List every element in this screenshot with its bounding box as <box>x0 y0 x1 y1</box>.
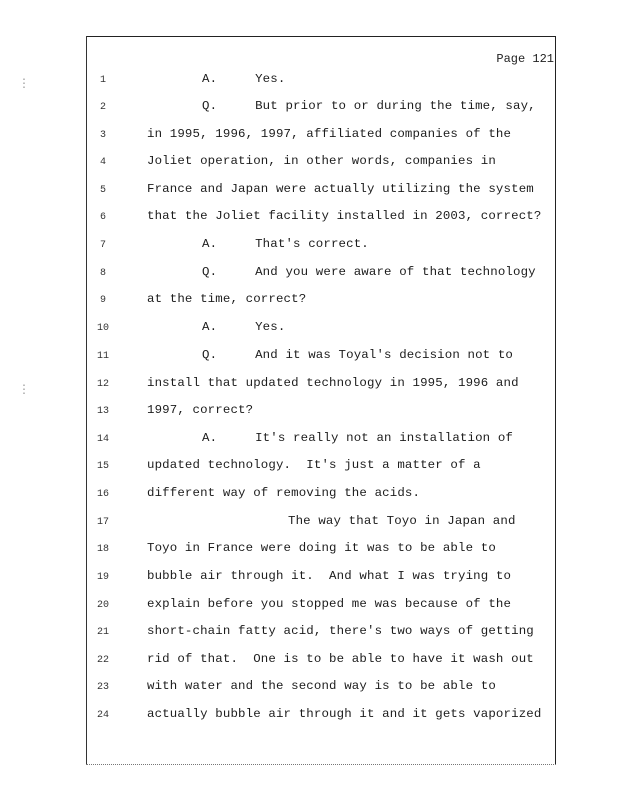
line-number: 1 <box>99 75 106 86</box>
line-number: 3 <box>99 130 106 141</box>
line-number: 13 <box>96 406 109 417</box>
bottom-border-rule <box>86 764 556 765</box>
transcript-line: actually bubble air through it and it gets vaporized <box>147 707 542 721</box>
transcript-line: in 1995, 1996, 1997, affiliated companies of the <box>147 127 512 141</box>
left-margin-rule <box>86 36 87 764</box>
transcript-line: updated technology. It's just a matter of a <box>147 458 481 472</box>
transcript-line: rid of that. One is to be able to have it wash out <box>147 652 534 666</box>
transcript-line: A. Yes. <box>202 72 286 86</box>
line-number: 8 <box>99 268 106 279</box>
line-number: 20 <box>96 600 109 611</box>
line-number: 14 <box>96 434 109 445</box>
transcript-line: with water and the second way is to be able to <box>147 679 496 693</box>
line-number: 15 <box>96 461 109 472</box>
margin-scan-mark: ⋮ <box>18 383 30 397</box>
line-number: 5 <box>99 185 106 196</box>
line-number: 16 <box>96 489 109 500</box>
transcript-line: Q. And you were aware of that technology <box>202 265 536 279</box>
transcript-line: at the time, correct? <box>147 292 307 306</box>
top-border-rule <box>86 36 556 37</box>
page-number-header: Page 121 <box>496 52 554 66</box>
transcript-line: Q. And it was Toyal's decision not to <box>202 348 514 362</box>
transcript-line: bubble air through it. And what I was trying to <box>147 569 512 583</box>
transcript-line: Toyo in France were doing it was to be able to <box>147 541 496 555</box>
transcript-line: different way of removing the acids. <box>147 486 421 500</box>
transcript-line: The way that Toyo in Japan and <box>288 514 516 528</box>
transcript-line: explain before you stopped me was because of the <box>147 597 512 611</box>
line-number: 7 <box>99 240 106 251</box>
line-number: 18 <box>96 544 109 555</box>
line-number: 4 <box>99 157 106 168</box>
line-number: 6 <box>99 212 106 223</box>
right-margin-rule <box>555 36 556 764</box>
transcript-line: 1997, correct? <box>147 403 254 417</box>
transcript-line: France and Japan were actually utilizing the system <box>147 182 534 196</box>
line-number: 22 <box>96 655 109 666</box>
line-number: 2 <box>99 102 106 113</box>
transcript-line: A. It's really not an installation of <box>202 431 514 445</box>
line-number: 24 <box>96 710 109 721</box>
line-number: 21 <box>96 627 109 638</box>
transcript-line: short-chain fatty acid, there's two ways of getting <box>147 624 534 638</box>
transcript-line: Joliet operation, in other words, companies in <box>147 154 496 168</box>
line-number: 11 <box>96 351 109 362</box>
line-number: 10 <box>96 323 109 334</box>
line-number: 9 <box>99 295 106 306</box>
line-number: 19 <box>96 572 109 583</box>
transcript-line: that the Joliet facility installed in 2003, correct? <box>147 209 542 223</box>
line-number: 23 <box>96 682 109 693</box>
transcript-line: A. Yes. <box>202 320 286 334</box>
transcript-line: A. That's correct. <box>202 237 369 251</box>
line-number: 12 <box>96 379 109 390</box>
transcript-line: install that updated technology in 1995, 1996 and <box>147 376 519 390</box>
margin-scan-mark: ⋮ <box>18 77 30 91</box>
transcript-line: Q. But prior to or during the time, say, <box>202 99 536 113</box>
line-number: 17 <box>96 517 109 528</box>
